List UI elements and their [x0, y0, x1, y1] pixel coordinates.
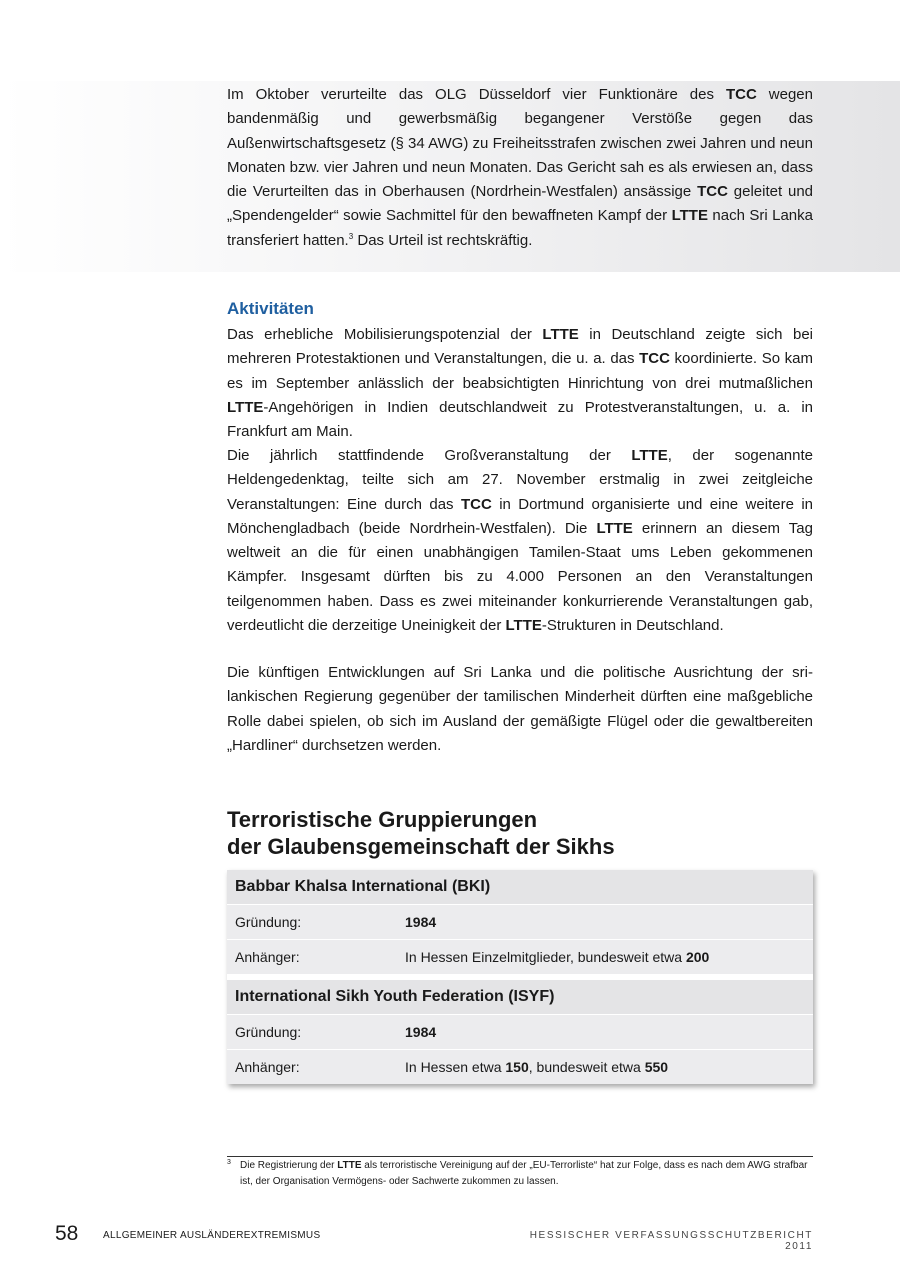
table-row: [227, 905, 813, 939]
footnote: [227, 1158, 813, 1190]
group-name-bki: Babbar Khalsa International (BKI): [227, 870, 813, 904]
footer-report-title: HESSISCHER VERFASSUNGSSCHUTZBERICHT 2011: [529, 1230, 813, 1252]
table-row: [227, 1015, 813, 1049]
footer-section-title: ALLGEMEINER AUSLÄNDEREXTREMISMUS: [103, 1230, 321, 1241]
groups-table: [227, 870, 813, 1084]
table-row: [227, 1050, 813, 1084]
activities-paragraph-3: Die künftigen Entwicklungen auf Sri Lanka und die politische Ausrichtung der sri-lankischen Regierung gegenüber der tamilischen Minderheit dürften eine maßgebliche Rolle dabei spielen, ob sich im Ausland der gemäßigte Flügel oder die gewaltbereiten „Hardliner“ durchsetzen werden.: [227, 664, 813, 754]
members-value: In Hessen Einzelmitglieder, bundesweit etwa 200: [405, 949, 710, 965]
footnote-text: Die Registrierung der LTTE als terroristische Vereinigung auf der „EU-Terrorliste“ hat zur Folge, dass es nach dem AWG strafbar ist, der Organisation Vermögens- oder Sachwerte zukommen zu lassen.: [240, 1160, 808, 1187]
founded-label: Gründung:: [235, 1024, 302, 1040]
footnote-divider: [227, 1156, 813, 1157]
intro-paragraph: Im Oktober verurteilte das OLG Düsseldorf vier Funktionäre des TCC wegen bandenmäßig und gewerbsmäßig begangener Verstöße gegen das Außenwirtschaftsgesetz (§ 34 AWG) zu Freiheitsstrafen zwischen zwei Jahren und neun Monaten bzw. vier Jahren und neun Monaten. Das Gericht sah es als erwiesen an, dass die Verurteilten das in Oberhausen (Nordrhein-Westfalen) ansässige TCC geleitet und „Spendengelder“ sowie Sachmittel für den bewaffneten Kampf der LTTE nach Sri Lanka transferiert hatten.$^3$ Das Urteil ist rechtskräftig.: [227, 86, 813, 249]
footnote-ref: 3: [348, 231, 354, 241]
table-row: [227, 940, 813, 974]
founded-value: 1984: [405, 1024, 437, 1040]
founded-label: Gründung:: [235, 914, 302, 930]
founded-value: 1984: [405, 914, 437, 930]
members-label: Anhänger:: [235, 1059, 300, 1075]
footnote-number: 3: [227, 1159, 231, 1166]
page-number: 58: [55, 1222, 79, 1245]
activities-paragraph-2: Die jährlich stattfindende Großveranstaltung der LTTE, der sogenannte Heldengedenktag, teilte sich am 27. November erstmalig in zwei zeitgleiche Veranstaltungen: Eine durch das TCC in Dortmund organisierte und eine weitere in Mönchengladbach (beide Nordrhein-Westfalen). Die LTTE erinnern an diesem Tag weltweit an die für einen unabhängigen Tamilen-Staat ums Leben gekommenen Kämpfer. Insgesamt dürften bis zu 4.000 Personen an den Veranstaltungen teilgenommen haben. Dass es zwei miteinander konkurrierende Veranstaltungen gab, verdeutlicht die derzeitige Uneinigkeit der LTTE-Strukturen in Deutschland.: [227, 447, 813, 635]
members-value: In Hessen etwa 150, bundesweit etwa 550: [405, 1059, 669, 1075]
activities-heading: Aktivitäten: [227, 299, 314, 318]
section-title: Terroristische Gruppierungen der Glaubensgemeinschaft der Sikhs: [227, 807, 615, 859]
members-label: Anhänger:: [235, 949, 300, 965]
group-name-isyf: International Sikh Youth Federation (ISYF): [227, 980, 813, 1014]
activities-paragraph-1: Das erhebliche Mobilisierungspotenzial der LTTE in Deutschland zeigte sich bei mehreren Protestaktionen und Veranstaltungen, die u. a. das TCC koordinierte. So kam es im September anlässlich der beabsichtigten Hinrichtung von drei mutmaßlichen LTTE-Angehörigen in Indien deutschlandweit zu Protestveranstaltungen, u. a. in Frankfurt am Main.: [227, 326, 814, 441]
